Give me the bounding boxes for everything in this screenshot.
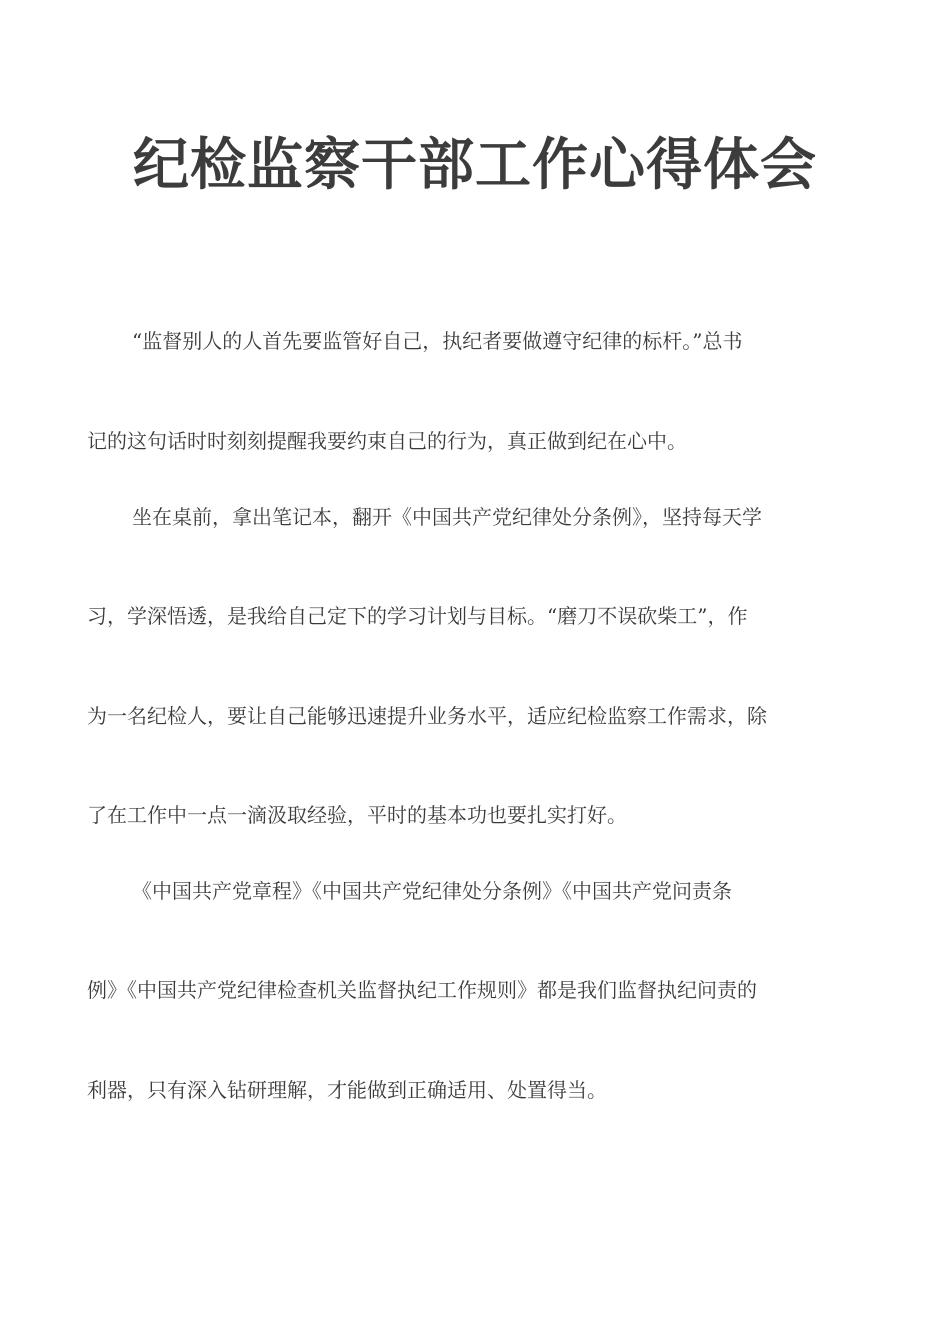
paragraph-2-line-2: 习，学深悟透，是我给自己定下的学习计划与目标。“磨刀不误砍柴工”，作 (87, 604, 748, 628)
paragraph-1-line-2: 记的这句话时时刻刻提醒我要约束自己的行为，真正做到纪在心中。 (87, 429, 687, 453)
paragraph-3-line-3: 利器，只有深入钻研理解，才能做到正确适用、处置得当。 (87, 1078, 607, 1102)
document-title: 纪检监察干部工作心得体会 (133, 133, 817, 198)
paragraph-2-line-4: 了在工作中一点一滴汲取经验，平时的基本功也要扎实打好。 (87, 803, 627, 827)
paragraph-3-line-1: 《中国共产党章程》《中国共产党纪律处分条例》《中国共产党问责条 (132, 879, 732, 903)
paragraph-2-line-3: 为一名纪检人，要让自己能够迅速提升业务水平，适应纪检监察工作需求，除 (87, 704, 767, 728)
paragraph-3-line-2: 例》《中国共产党纪律检查机关监督执纪工作规则》都是我们监督执纪问责的 (87, 978, 757, 1002)
paragraph-2-line-1: 坐在桌前，拿出笔记本，翻开《中国共产党纪律处分条例》，坚持每天学 (132, 505, 762, 529)
paragraph-1-line-1: “监督别人的人首先要监管好自己，执纪者要做遵守纪律的标杆。”总书 (132, 329, 743, 353)
